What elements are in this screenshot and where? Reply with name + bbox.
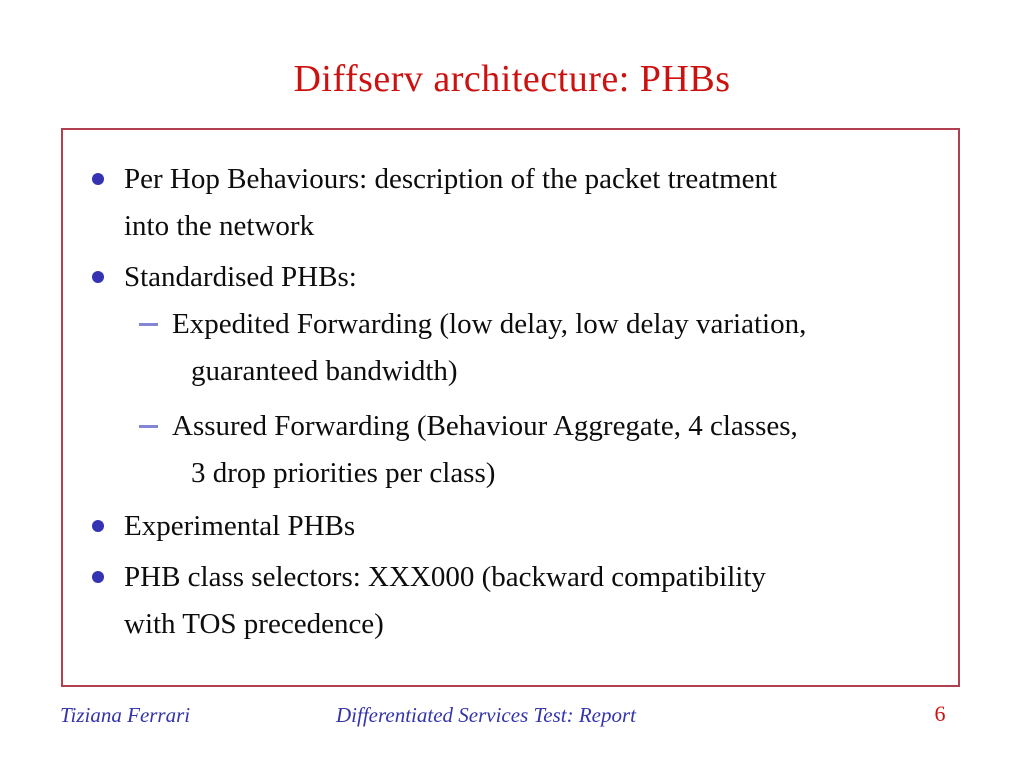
bullet-line: PHB class selectors: XXX000 (backward compatibility — [124, 561, 766, 593]
footer-author: Tiziana Ferrari — [60, 703, 191, 727]
content-box — [61, 128, 960, 687]
bullet-line: 3 drop priorities per class) — [191, 457, 496, 489]
page-number: 6 — [934, 701, 946, 726]
footer-document-title: Differentiated Services Test: Report — [336, 703, 636, 727]
bullet-line: Experimental PHBs — [124, 510, 356, 542]
list-item — [63, 254, 958, 301]
list-item — [63, 554, 958, 648]
list-item — [63, 403, 958, 497]
bullet-line: Assured Forwarding (Behaviour Aggregate, 4 classes, — [172, 410, 798, 442]
list-item — [63, 301, 958, 395]
bullet-line: into the network — [124, 210, 315, 242]
list-item — [63, 503, 958, 550]
bullet-list — [63, 156, 958, 648]
dash-bullet-icon — [139, 323, 158, 326]
bullet-line: with TOS precedence) — [124, 608, 384, 640]
bullet-dot-icon — [92, 520, 104, 532]
list-item — [63, 156, 958, 250]
bullet-dot-icon — [92, 571, 104, 583]
bullet-line: Expedited Forwarding (low delay, low delay variation, — [172, 308, 807, 340]
dash-bullet-icon — [139, 425, 158, 428]
slide-title: Diffserv architecture: PHBs — [293, 58, 731, 100]
bullet-line: guaranteed bandwidth) — [191, 355, 458, 387]
bullet-dot-icon — [92, 173, 104, 185]
bullet-dot-icon — [92, 271, 104, 283]
bullet-line: Standardised PHBs: — [124, 261, 357, 293]
bullet-line: Per Hop Behaviours: description of the packet treatment — [124, 163, 778, 195]
